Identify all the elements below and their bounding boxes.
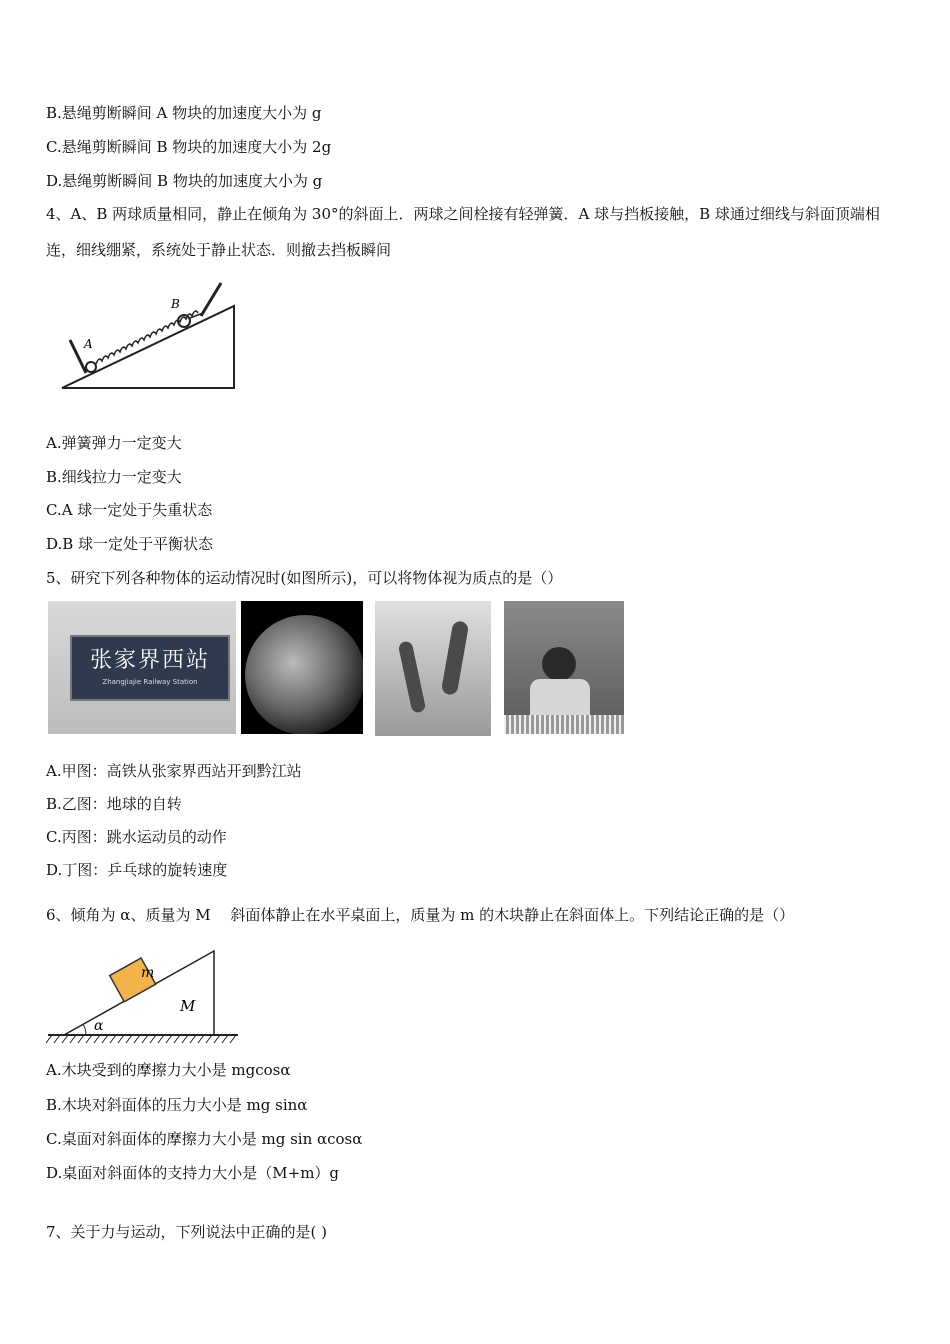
table-net: [504, 715, 624, 734]
player-head: [542, 647, 576, 681]
q6-stem: 6、倾角为 α、质量为 M 斜面体静止在水平桌面上，质量为 m 的木块静止在斜面体上。下列结论正确的是（）: [46, 906, 795, 924]
q3-option-c: C.悬绳剪断瞬间 B 物块的加速度大小为 2g: [46, 138, 332, 156]
diver-figure-1: [398, 640, 427, 713]
q4-option-b: B.细线拉力一定变大: [46, 468, 182, 486]
q5-stem: 5、研究下列各种物体的运动情况时(如图所示)，可以将物体视为质点的是（）: [46, 569, 563, 587]
q6-option-b: B.木块对斜面体的压力大小是 mg sinα: [46, 1096, 308, 1114]
q4-option-d: D.B 球一定处于平衡状态: [46, 535, 214, 553]
block-incline-figure: [46, 947, 241, 1047]
label-alpha: α: [94, 1018, 104, 1034]
q3-option-d: D.悬绳剪断瞬间 B 物块的加速度大小为 g: [46, 172, 323, 190]
q4-option-c: C.A 球一定处于失重状态: [46, 501, 213, 519]
q5-option-a: A.甲图：高铁从张家界西站开到黔江站: [46, 762, 302, 780]
label-M: M: [180, 997, 196, 1015]
q4-stem: 4、A、B 两球质量相同，静止在倾角为 30°的斜面上．两球之间栓接有轻弹簧．A 球与挡板接触，B 球通过细线与斜面顶端相连，细线绷紧，系统处于静止状态．则撤去挡板瞬间: [46, 205, 880, 259]
q4-option-a: A.弹簧弹力一定变大: [46, 434, 182, 452]
incline-spring-figure: [46, 278, 241, 398]
q6-option-a: A.木块受到的摩擦力大小是 mgcosα: [46, 1061, 291, 1079]
earth-globe: [245, 615, 363, 734]
station-sign: [70, 635, 230, 701]
label-b: B: [171, 297, 180, 311]
q3-option-b: B.悬绳剪断瞬间 A 物块的加速度大小为 g: [46, 104, 322, 122]
q5-option-c: C.丙图：跳水运动员的动作: [46, 828, 227, 846]
diver-figure-2: [441, 620, 470, 696]
q5-option-b: B.乙图：地球的自转: [46, 795, 182, 813]
sign-english-text: Zhangjiajie Railway Station: [102, 678, 198, 686]
table-tennis-photo: [504, 601, 624, 734]
diving-photo: [375, 601, 491, 736]
q6-option-c: C.桌面对斜面体的摩擦力大小是 mg sin αcosα: [46, 1130, 363, 1148]
q7-stem: 7、关于力与运动，下列说法中正确的是( ): [46, 1223, 328, 1241]
station-sign-photo: [48, 601, 236, 734]
label-m: m: [141, 965, 155, 981]
label-a: A: [84, 337, 93, 351]
q6-option-d: D.桌面对斜面体的支持力大小是（M+m）g: [46, 1164, 340, 1182]
earth-photo: [241, 601, 363, 734]
sign-chinese-text: 张家界西站: [89, 648, 210, 673]
q5-option-d: D.丁图：乒乓球的旋转速度: [46, 861, 228, 879]
